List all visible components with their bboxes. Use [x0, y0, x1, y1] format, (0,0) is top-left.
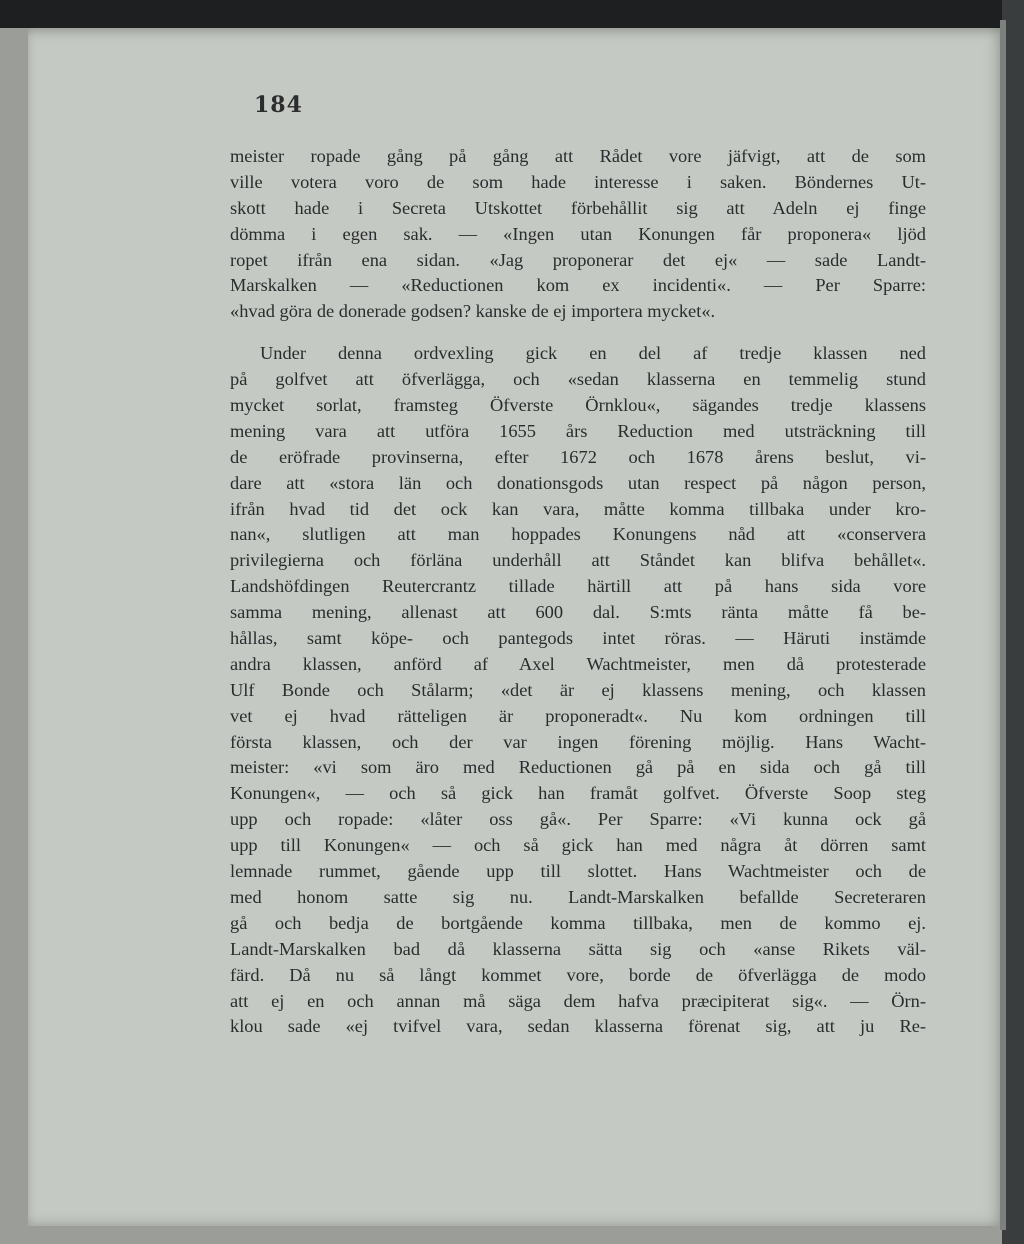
- text-line: privilegierna och förläna underhåll att Ståndet kan blifva behållet«.: [230, 550, 926, 571]
- text-line: mening vara att utföra 1655 års Reduction med utsträckning till: [230, 420, 926, 441]
- text-line: Under denna ordvexling gick en del af tredje klassen ned: [260, 343, 926, 364]
- text-line: dömma i egen sak. — «Ingen utan Konungen får proponera« ljöd: [230, 223, 926, 244]
- text-line: ifrån hvad tid det ock kan vara, måtte komma tillbaka under kro-: [230, 498, 926, 519]
- text-line: på golfvet att öfverlägga, och «sedan klasserna en temmelig stund: [230, 369, 926, 390]
- page-edge: [1000, 20, 1006, 1230]
- page-number: 184: [254, 92, 303, 118]
- text-line: meister: «vi som äro med Reductionen gå på en sida och gå till: [230, 757, 926, 778]
- text-line: nan«, slutligen att man hoppades Konungens nåd att «conservera: [230, 524, 926, 545]
- text-line: Konungen«, — och så gick han framåt golfvet. Öfverste Soop steg: [230, 783, 926, 804]
- text-line: Landshöfdingen Reutercrantz tillade härtill att på hans sida vore: [230, 576, 926, 597]
- text-line: de eröfrade provinserna, efter 1672 och 1678 årens beslut, vi-: [230, 446, 926, 467]
- text-line: upp och ropade: «låter oss gå«. Per Sparre: «Vi kunna ock gå: [230, 809, 926, 830]
- text-line: färd. Då nu så långt kommet vore, borde de öfverlägga de modo: [230, 964, 926, 985]
- text-line: lemnade rummet, gående upp till slottet. Hans Wachtmeister och de: [230, 861, 926, 882]
- text-line: Marskalken — «Reductionen kom ex incidenti«. — Per Sparre:: [230, 275, 926, 296]
- text-line: Landt-Marskalken bad då klasserna sätta sig och «anse Rikets väl-: [230, 938, 926, 959]
- text-line: skott hade i Secreta Utskottet förbehållit sig att Adeln ej finge: [230, 197, 926, 218]
- text-line: ville votera voro de som hade interesse i saken. Böndernes Ut-: [230, 171, 926, 192]
- text-line: första klassen, och der var ingen förening möjlig. Hans Wacht-: [230, 731, 926, 752]
- text-line: vet ej hvad rätteligen är proponeradt«. Nu kom ordningen till: [230, 705, 926, 726]
- body-text: [230, 144, 926, 1040]
- text-line: ropet ifrån ena sidan. «Jag proponerar det ej« — sade Landt-: [230, 249, 926, 270]
- text-line: med honom satte sig nu. Landt-Marskalken befallde Secreteraren: [230, 886, 926, 907]
- text-line: meister ropade gång på gång att Rådet vore jäfvigt, att de som: [230, 146, 926, 166]
- text-line: «hvad göra de donerade godsen? kanske de ej importera mycket«.: [230, 301, 716, 322]
- text-line: andra klassen, anförd af Axel Wachtmeister, men då protesterade: [230, 653, 926, 674]
- text-line: dare att «stora län och donationsgods utan respect på någon person,: [230, 472, 926, 493]
- text-line: samma mening, allenast att 600 dal. S:mts ränta måtte få be-: [230, 602, 926, 623]
- text-line: Ulf Bonde och Stålarm; «det är ej klassens mening, och klassen: [230, 679, 926, 700]
- scan-background-top: [0, 0, 1024, 28]
- text-line: klou sade «ej tvifvel vara, sedan klasserna förenat sig, att ju Re-: [230, 1016, 926, 1037]
- text-line: hållas, samt köpe- och pantegods intet röras. — Häruti instämde: [230, 628, 926, 649]
- text-line: upp till Konungen« — och så gick han med några åt dörren samt: [230, 835, 926, 856]
- text-line: gå och bedja de bortgående komma tillbaka, men de kommo ej.: [230, 912, 926, 933]
- text-line: mycket sorlat, framsteg Öfverste Örnklou«, sägandes tredje klassens: [230, 395, 926, 416]
- text-line: att ej en och annan må säga dem hafva præcipiterat sig«. — Örn-: [230, 990, 926, 1011]
- paragraph-gap: [230, 325, 926, 341]
